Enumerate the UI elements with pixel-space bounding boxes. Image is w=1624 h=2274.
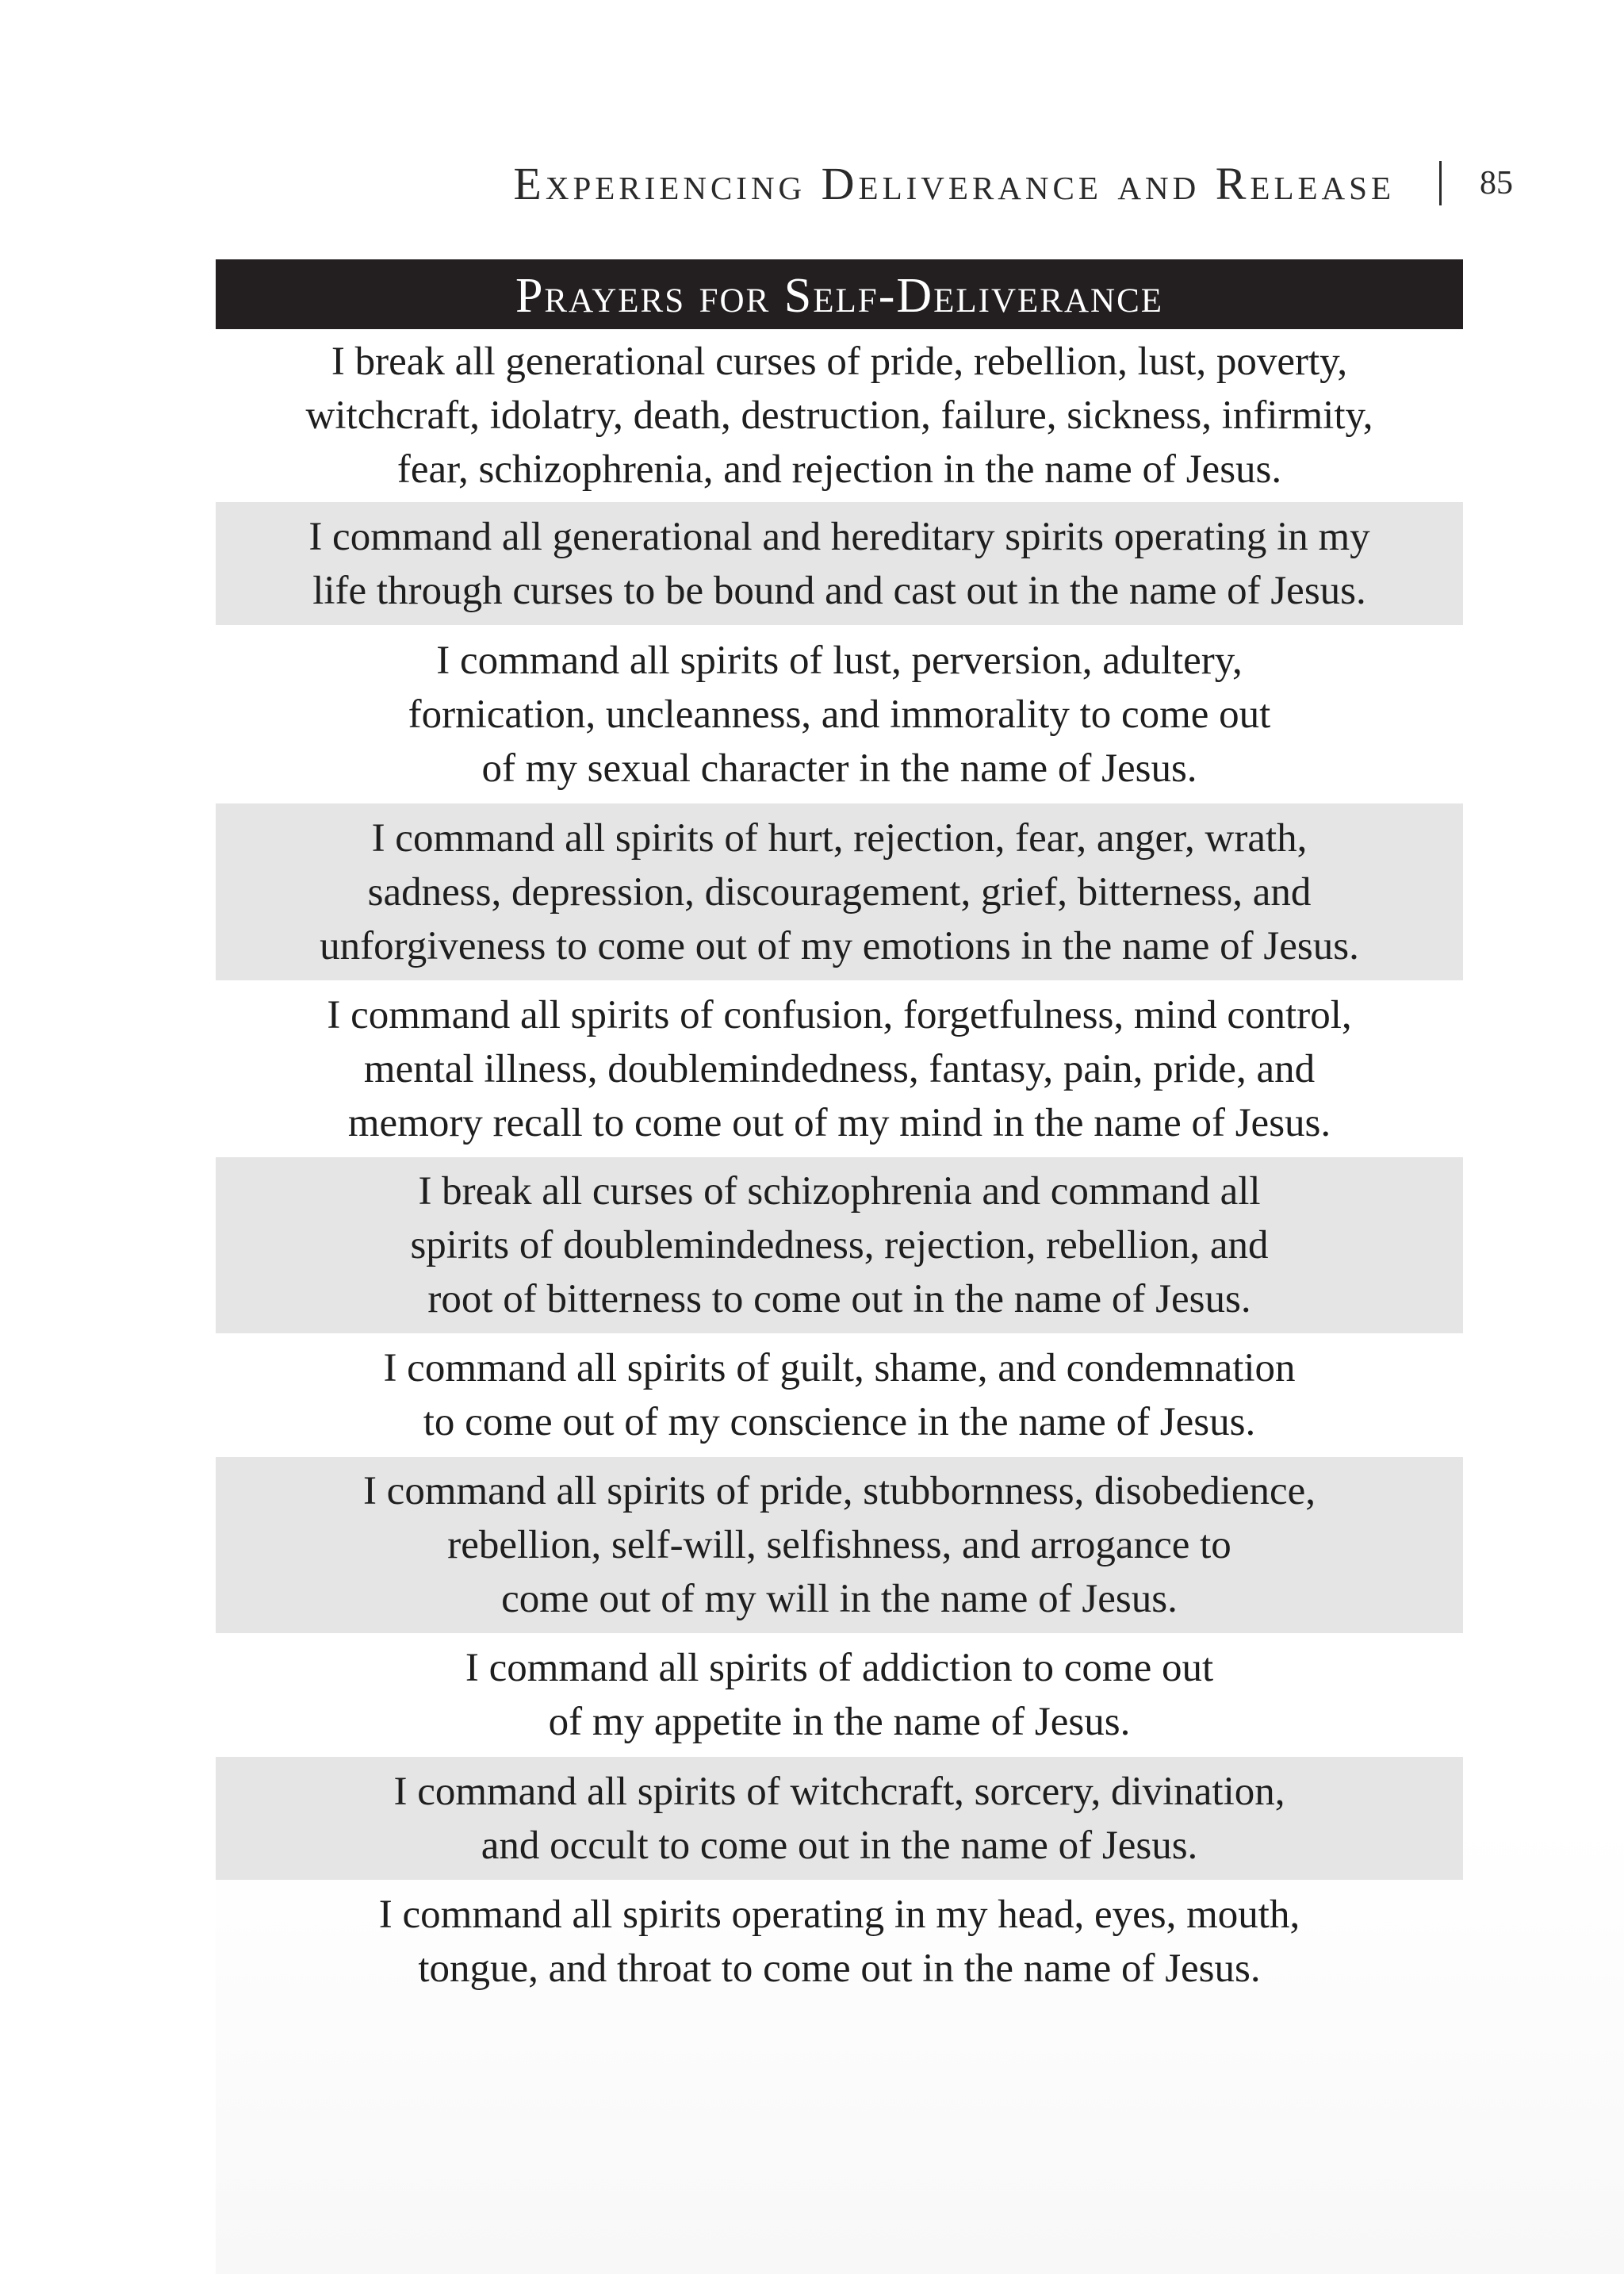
prayer-line: I command all spirits of confusion, forgetfulness, mind control, bbox=[327, 992, 1352, 1037]
table-title: Prayers for Self-Deliverance bbox=[216, 259, 1463, 329]
prayer-line: memory recall to come out of my mind in the name of Jesus. bbox=[347, 1100, 1331, 1145]
prayer-row bbox=[216, 329, 1463, 502]
prayer-row bbox=[216, 980, 1463, 1157]
prayer-line: rebellion, self-will, selfishness, and arrogance to bbox=[447, 1523, 1231, 1567]
prayer-line: fornication, uncleanness, and immorality to come out bbox=[408, 692, 1271, 737]
prayer-line: I command all spirits of addiction to come out bbox=[465, 1646, 1214, 1690]
prayer-line: I command all generational and hereditary spirits operating in my bbox=[308, 514, 1370, 559]
prayer-row bbox=[216, 1157, 1463, 1333]
prayer-line: fear, schizophrenia, and rejection in the name of Jesus. bbox=[396, 447, 1282, 492]
prayer-row bbox=[216, 1633, 1463, 1757]
prayer-row bbox=[216, 803, 1463, 980]
prayer-line: life through curses to be bound and cast out in the name of Jesus. bbox=[312, 568, 1366, 613]
prayer-line: unforgiveness to come out of my emotions in the name of Jesus. bbox=[320, 923, 1359, 968]
prayer-row bbox=[216, 502, 1463, 625]
prayer-row bbox=[216, 1333, 1463, 1457]
prayer-line: root of bitterness to come out in the name of Jesus. bbox=[427, 1277, 1251, 1321]
prayer-line: of my sexual character in the name of Jesus. bbox=[481, 746, 1197, 791]
header-separator bbox=[1439, 161, 1442, 205]
prayer-line: sadness, depression, discouragement, grief, bitterness, and bbox=[367, 869, 1312, 915]
prayer-line: I command all spirits of guilt, shame, and condemnation bbox=[383, 1346, 1296, 1390]
prayer-line: I break all curses of schizophrenia and command all bbox=[418, 1169, 1261, 1214]
prayer-line: of my appetite in the name of Jesus. bbox=[548, 1700, 1131, 1744]
prayer-row bbox=[216, 1457, 1463, 1633]
prayer-line: and occult to come out in the name of Jesus. bbox=[481, 1823, 1198, 1868]
prayer-line: tongue, and throat to come out in the name of Jesus. bbox=[418, 1946, 1261, 1991]
prayer-line: mental illness, doublemindedness, fantasy, pain, pride, and bbox=[363, 1046, 1316, 1091]
page-number: 85 bbox=[1480, 165, 1513, 201]
prayer-row bbox=[216, 1880, 1463, 2004]
prayer-line: I command all spirits of hurt, rejection, fear, anger, wrath, bbox=[371, 815, 1308, 861]
prayer-line: come out of my will in the name of Jesus. bbox=[501, 1577, 1178, 1621]
prayer-row bbox=[216, 1757, 1463, 1880]
running-header bbox=[513, 155, 1513, 211]
running-title: Experiencing Deliverance and Release bbox=[513, 157, 1395, 209]
prayer-table bbox=[216, 259, 1463, 2004]
prayer-line: to come out of my conscience in the name of Jesus. bbox=[423, 1400, 1256, 1444]
prayer-line: I command all spirits of witchcraft, sorcery, divination, bbox=[393, 1769, 1285, 1814]
prayer-row bbox=[216, 625, 1463, 803]
prayer-line: spirits of doublemindedness, rejection, rebellion, and bbox=[410, 1223, 1269, 1267]
prayer-line: I break all generational curses of pride, rebellion, lust, poverty, bbox=[331, 339, 1348, 384]
prayer-line: I command all spirits operating in my head, eyes, mouth, bbox=[378, 1892, 1300, 1937]
prayer-line: witchcraft, idolatry, death, destruction, failure, sickness, infirmity, bbox=[305, 393, 1373, 438]
prayer-line: I command all spirits of pride, stubbornness, disobedience, bbox=[362, 1469, 1316, 1513]
prayer-line: I command all spirits of lust, perversion, adultery, bbox=[436, 638, 1243, 683]
